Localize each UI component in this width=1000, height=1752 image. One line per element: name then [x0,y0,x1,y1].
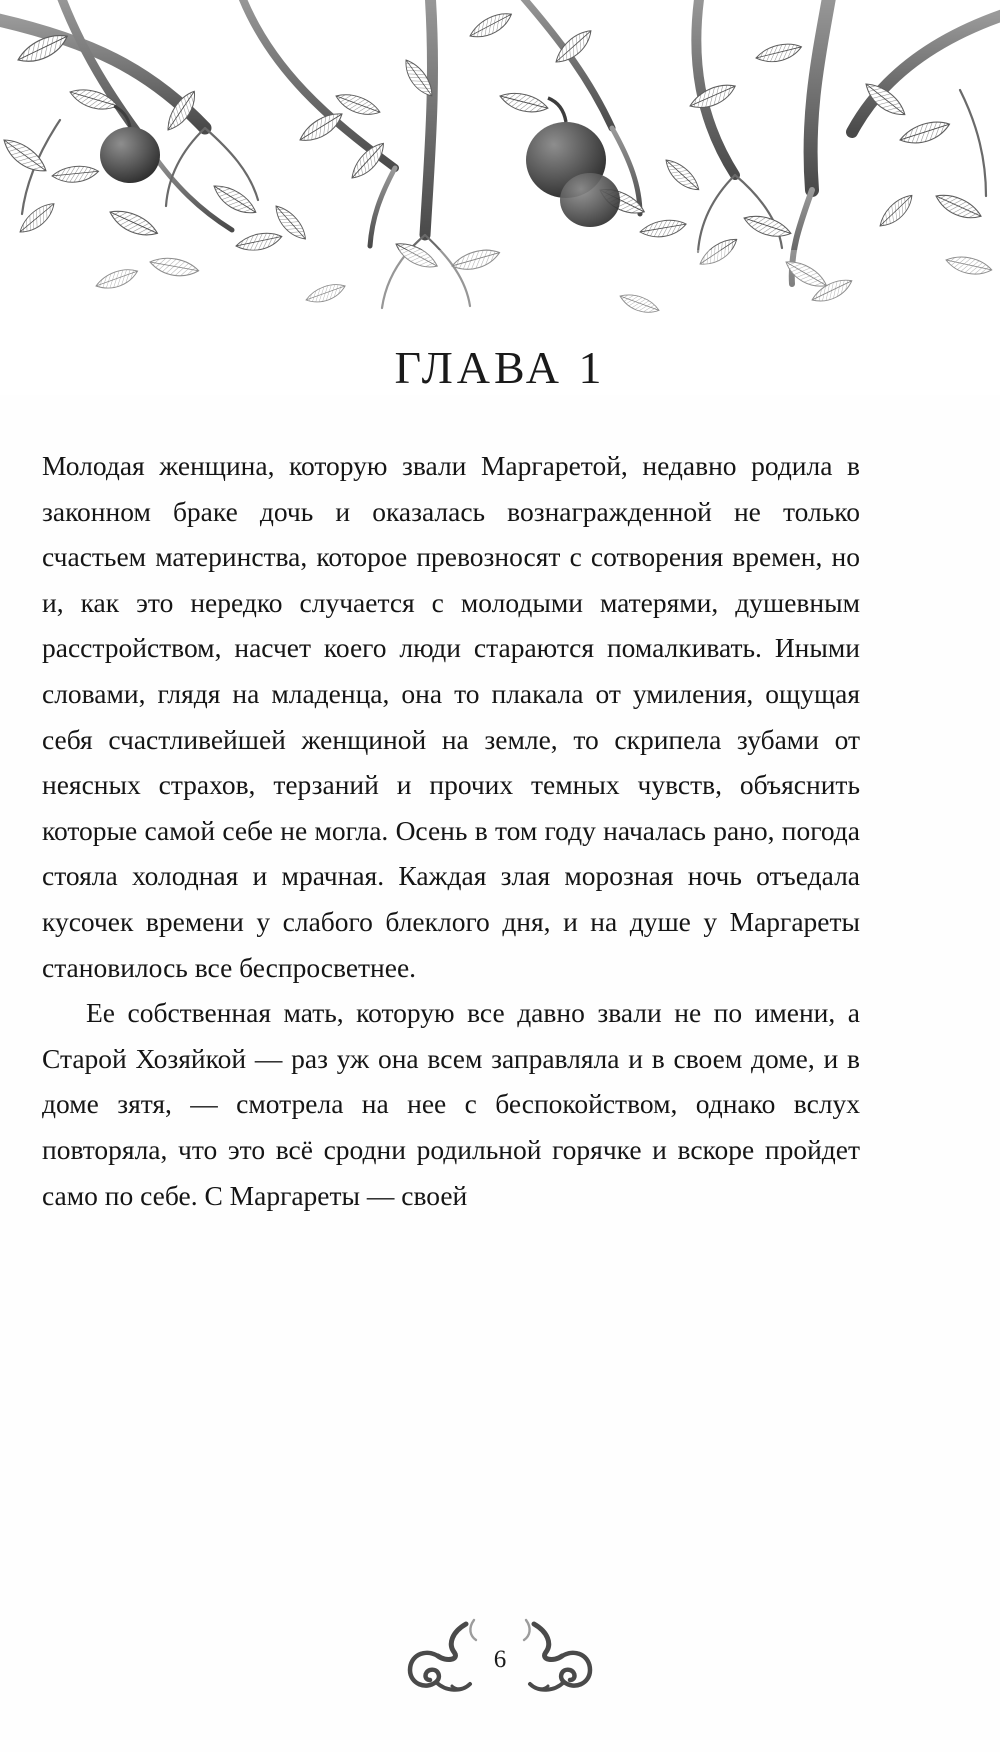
body-text [42,443,860,1218]
scroll-flourish-right-icon [514,1618,610,1714]
apple-tree-illustration [0,0,1000,395]
chapter-title: ГЛАВА 1 [394,341,606,393]
paragraph: Молодая женщина, которую звали Маргаретой, недавно родила в законном браке дочь и оказалась вознагражденной не только счастьем материнства, которое превозносят с сотворения времен, но и, как это нередко случается с молодыми матерями, душевным расстройством, насчет коего люди стараются помалкивать. Иными словами, глядя на младенца, она то плакала от умиления, ощущая себя счастливейшей женщиной на земле, то скрипела зубами от неясных страхов, терзаний и прочих темных чувств, объяснить которые самой себе не могла. Осень в том году началась рано, погода стояла холодная и мрачная. Каждая злая морозная ночь отъедала кусочек времени у слабого блеклого дня, и на душе у Маргареты становилось все беспросветнее. [42,450,860,983]
page-number: 6 [493,1646,507,1673]
paragraph: Ее собственная мать, которую все давно звали не по имени, а Старой Хозяйкой — раз уж она всем заправляла и в своем доме, и в доме зятя, — смотрела на нее с беспокойством, однако вслух повторяла, что это всё сродни родильной горячке и вскоре пройдет само по себе. С Маргареты — своей [42,997,860,1211]
page-footer [0,1618,1000,1728]
